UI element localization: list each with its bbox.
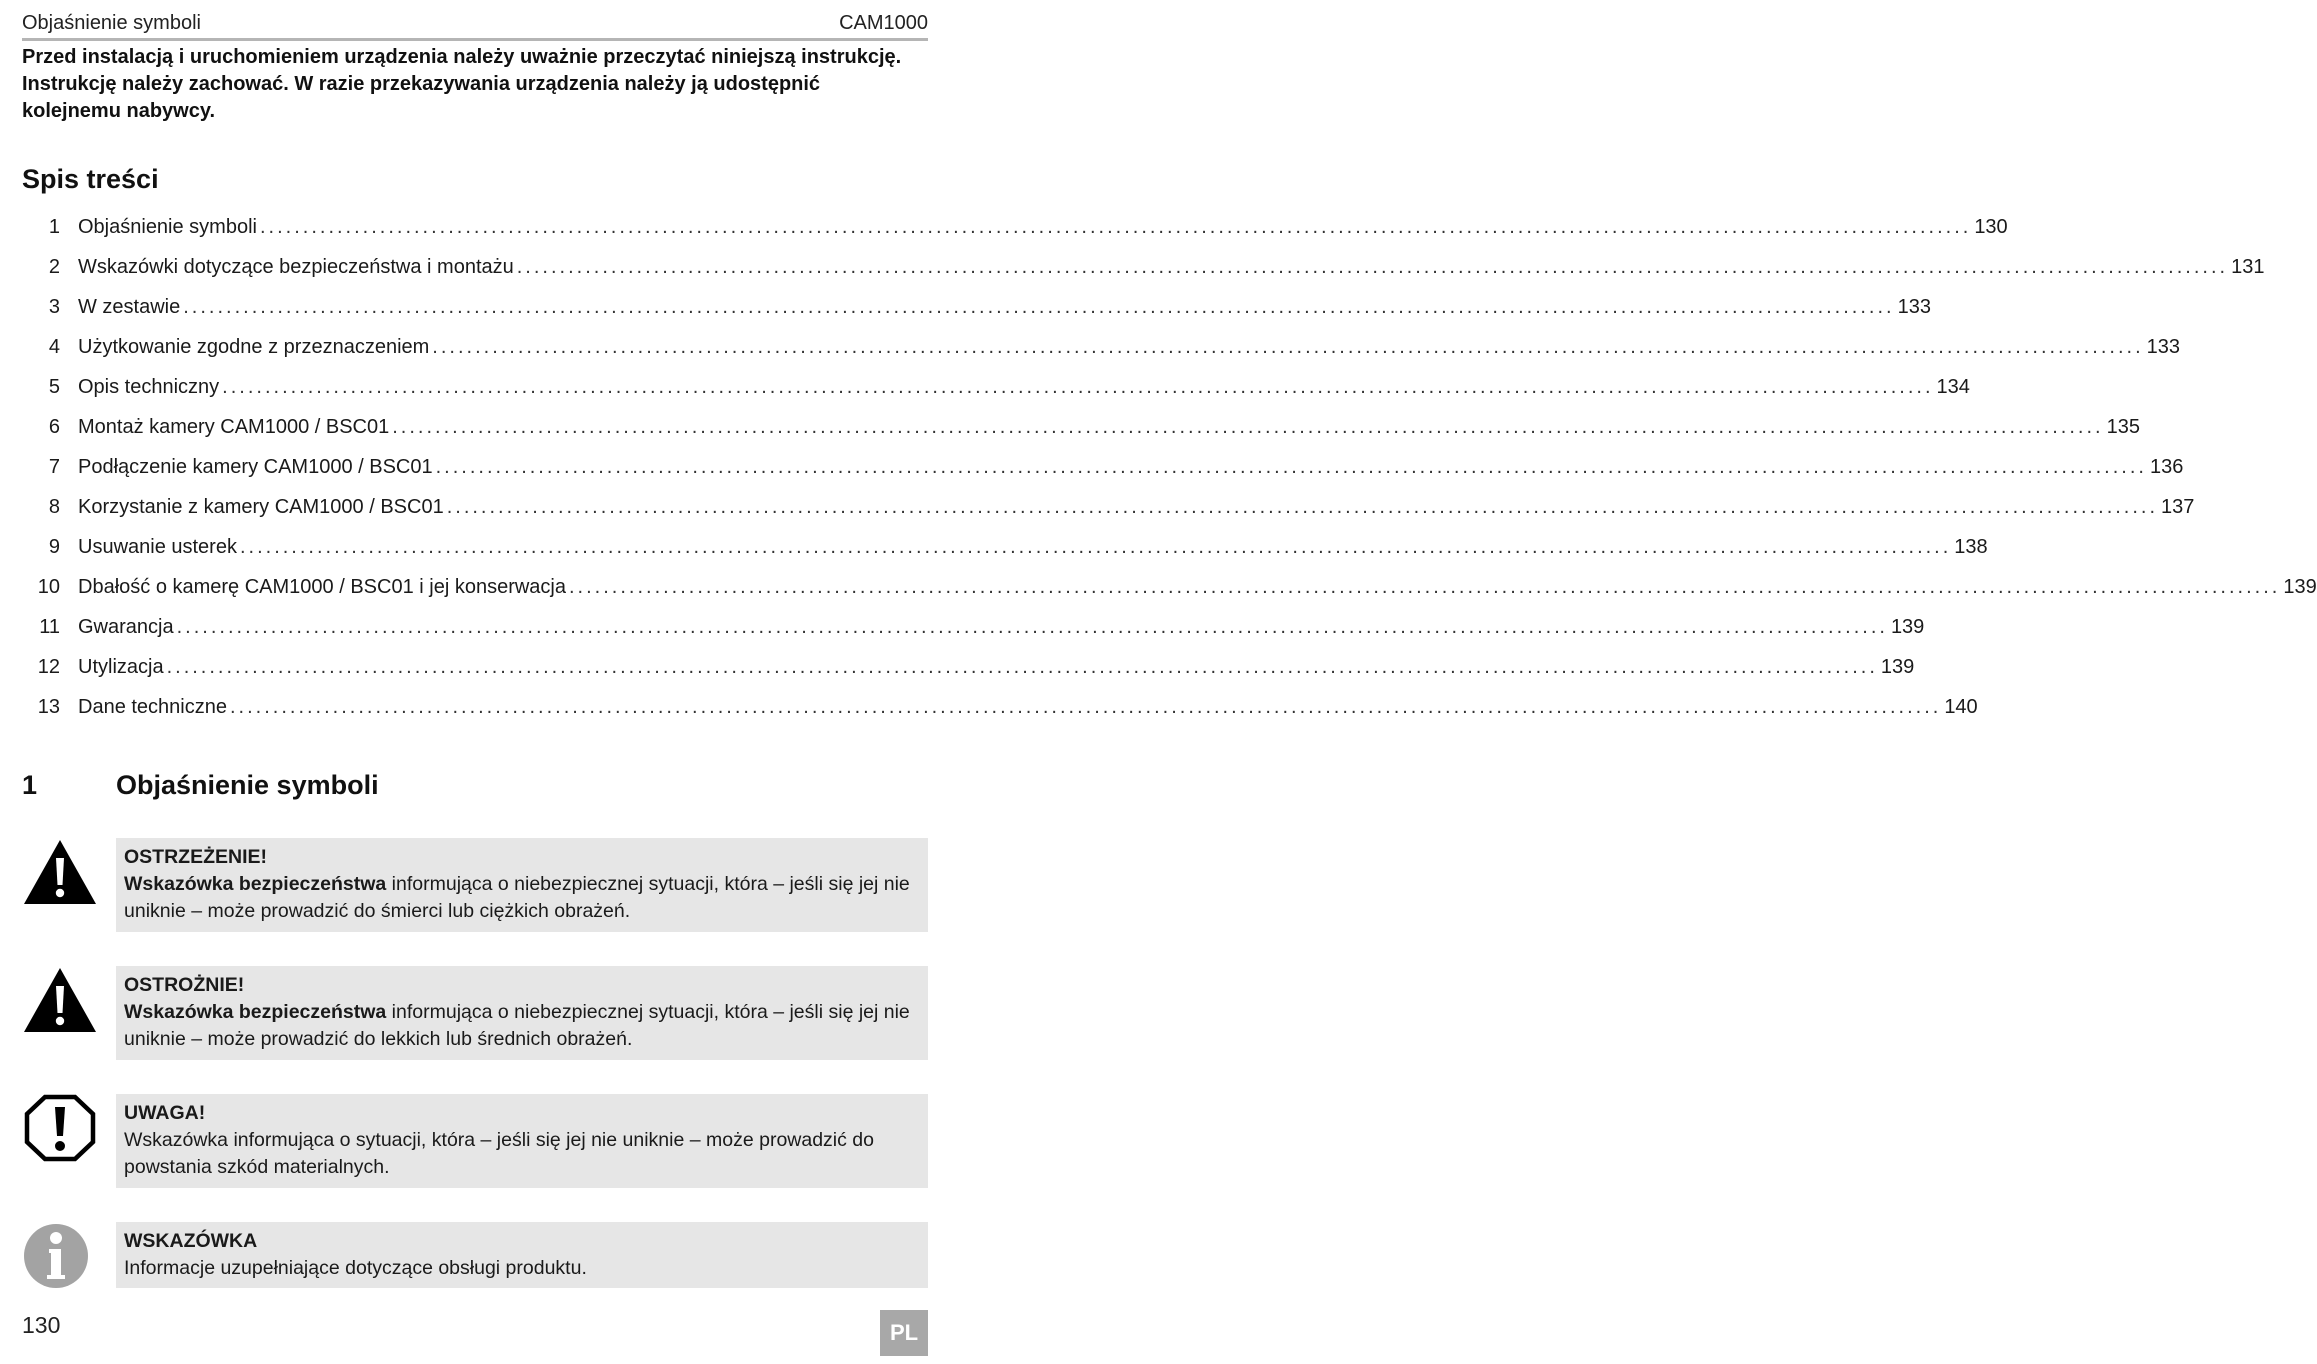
warning-note-box — [116, 838, 928, 932]
toc-item-number: 1 — [48, 216, 60, 238]
toc-item-number: 10 — [37, 576, 60, 598]
toc-item-page: 130 — [1974, 216, 2008, 238]
intro-paragraph: Przed instalacją i uruchomieniem urządzenia należy uważnie przeczytać niniejszą instrukcję. Instrukcję należy zachować. W razie przekazywania urządzenia należy ją udostępnić kolejnemu nabywcy. — [22, 46, 902, 122]
toc-item-title: Dbałość o kamerę CAM1000 / BSC01 i jej konserwacja — [78, 576, 566, 598]
notice-note-box — [116, 1094, 928, 1188]
toc-item-title: Montaż kamery CAM1000 / BSC01 — [78, 416, 390, 438]
toc-dot-leader: ........................................................................................................................................................................................................ — [569, 576, 2281, 598]
hint-text: Informacje uzupełniające dotyczące obsługi produktu. — [124, 1257, 587, 1279]
toc-item-number: 9 — [48, 536, 60, 558]
info-circle-icon — [22, 1222, 98, 1290]
toc-item-title: W zestawie — [78, 296, 181, 318]
toc-dot-leader: ........................................................................................................................................................................................................ — [183, 296, 1895, 318]
notice-title: UWAGA! — [124, 1102, 206, 1124]
toc-item-page: 140 — [1944, 696, 1978, 718]
toc-item-page: 139 — [1890, 616, 1925, 638]
toc-item-page: 134 — [1936, 376, 1970, 398]
toc-item[interactable] — [22, 216, 2008, 256]
toc-item-title: Objaśnienie symboli — [78, 216, 257, 238]
toc-item-page: 131 — [2231, 256, 2265, 278]
toc-item[interactable] — [22, 656, 1915, 696]
toc-dot-leader: ........................................................................................................................................................................................................ — [239, 536, 1952, 558]
toc-item-number: 13 — [37, 696, 60, 718]
section-title: Objaśnienie symboli — [116, 770, 379, 800]
toc-item[interactable] — [22, 696, 1978, 736]
caution-title: OSTROŻNIE! — [124, 974, 245, 996]
toc-item-number: 2 — [48, 256, 60, 278]
toc-dot-leader: ........................................................................................................................................................................................................ — [229, 696, 1942, 718]
toc-item[interactable] — [22, 256, 2265, 296]
toc-item-number: 6 — [48, 416, 60, 438]
toc-dot-leader: ........................................................................................................................................................................................................ — [435, 456, 2147, 478]
warning-note — [0, 838, 950, 932]
toc-dot-leader: ........................................................................................................................................................................................................ — [432, 336, 2144, 358]
toc-item[interactable] — [22, 616, 1925, 656]
toc-item[interactable] — [22, 496, 2195, 536]
toc-item-title: Korzystanie z kamery CAM1000 / BSC01 — [78, 496, 444, 518]
section-number: 1 — [22, 770, 38, 800]
running-header — [22, 8, 928, 41]
toc-item-page: 135 — [2106, 416, 2140, 438]
toc-dot-leader: ........................................................................................................................................................................................................ — [176, 616, 1888, 638]
toc-item[interactable] — [22, 456, 2184, 496]
toc-item-page: 137 — [2161, 496, 2195, 518]
toc-dot-leader: ........................................................................................................................................................................................................ — [392, 416, 2104, 438]
toc-item-number: 4 — [48, 336, 60, 358]
language-badge: PL — [880, 1310, 928, 1356]
toc-item-title: Opis techniczny — [78, 376, 220, 398]
warning-title: OSTRZEŻENIE! — [124, 846, 268, 868]
toc-item-number: 11 — [39, 616, 60, 638]
toc-item[interactable] — [22, 336, 2180, 376]
notice-text: Wskazówka informująca o sytuacji, która – jeśli się jej nie uniknie – może prowadzić do powstania szkód materialnych. — [124, 1129, 874, 1178]
toc-item-page: 133 — [1897, 296, 1931, 318]
toc-item-title: Usuwanie usterek — [78, 536, 237, 558]
table-of-contents — [22, 216, 2317, 736]
toc-item-number: 3 — [48, 296, 60, 318]
toc-item[interactable] — [22, 576, 2317, 616]
caution-lead: Wskazówka bezpieczeństwa — [124, 1001, 387, 1023]
toc-item-number: 12 — [37, 656, 60, 678]
toc-item-page: 138 — [1954, 536, 1988, 558]
caution-note-box — [116, 966, 928, 1060]
toc-item-page: 139 — [2283, 576, 2317, 598]
toc-item[interactable] — [22, 536, 1988, 576]
toc-item-title: Utylizacja — [78, 656, 164, 678]
toc-item-title: Dane techniczne — [78, 696, 227, 718]
toc-item[interactable] — [22, 416, 2140, 456]
toc-item-number: 7 — [48, 456, 60, 478]
toc-item-page: 139 — [1880, 656, 1915, 678]
toc-item-title: Podłączenie kamery CAM1000 / BSC01 — [78, 456, 433, 478]
toc-item-number: 5 — [48, 376, 60, 398]
toc-dot-leader: ........................................................................................................................................................................................................ — [166, 656, 1878, 678]
toc-item-title: Gwarancja — [78, 616, 174, 638]
toc-title: Spis treści — [22, 164, 159, 194]
toc-item-title: Wskazówki dotyczące bezpieczeństwa i montażu — [78, 256, 514, 278]
toc-dot-leader: ........................................................................................................................................................................................................ — [446, 496, 2159, 518]
toc-item-title: Użytkowanie zgodne z przeznaczeniem — [78, 336, 430, 358]
header-section-title: Objaśnienie symboli — [22, 11, 201, 34]
toc-dot-leader: ........................................................................................................................................................................................................ — [259, 216, 1972, 238]
toc-item[interactable] — [22, 376, 1970, 416]
toc-dot-leader: ........................................................................................................................................................................................................ — [516, 256, 2229, 278]
warning-lead: Wskazówka bezpieczeństwa — [124, 873, 387, 895]
warning-text: informująca o niebezpiecznej sytuacji, która – jeśli się jej nie uniknie – może prowadzić do śmierci lub ciężkich obrażeń. — [124, 873, 910, 922]
toc-item-number: 8 — [48, 496, 60, 518]
page-number: 130 — [22, 1312, 61, 1338]
toc-item-page: 136 — [2149, 456, 2184, 478]
notice-note — [0, 1094, 950, 1188]
warning-triangle-icon — [22, 838, 98, 906]
hint-note-box — [116, 1222, 928, 1288]
header-model-name: CAM1000 — [839, 11, 928, 34]
octagon-exclamation-icon — [22, 1094, 98, 1162]
toc-item-page: 133 — [2146, 336, 2180, 358]
hint-note — [0, 1222, 950, 1316]
toc-dot-leader: ........................................................................................................................................................................................................ — [222, 376, 1934, 398]
caution-note — [0, 966, 950, 1060]
toc-item[interactable] — [22, 296, 1931, 336]
hint-title: WSKAZÓWKA — [124, 1230, 258, 1252]
caution-triangle-icon — [22, 966, 98, 1034]
section-heading — [22, 770, 379, 801]
caution-text: informująca o niebezpiecznej sytuacji, która – jeśli się jej nie uniknie – może prowadzić do lekkich lub średnich obrażeń. — [124, 1001, 910, 1050]
